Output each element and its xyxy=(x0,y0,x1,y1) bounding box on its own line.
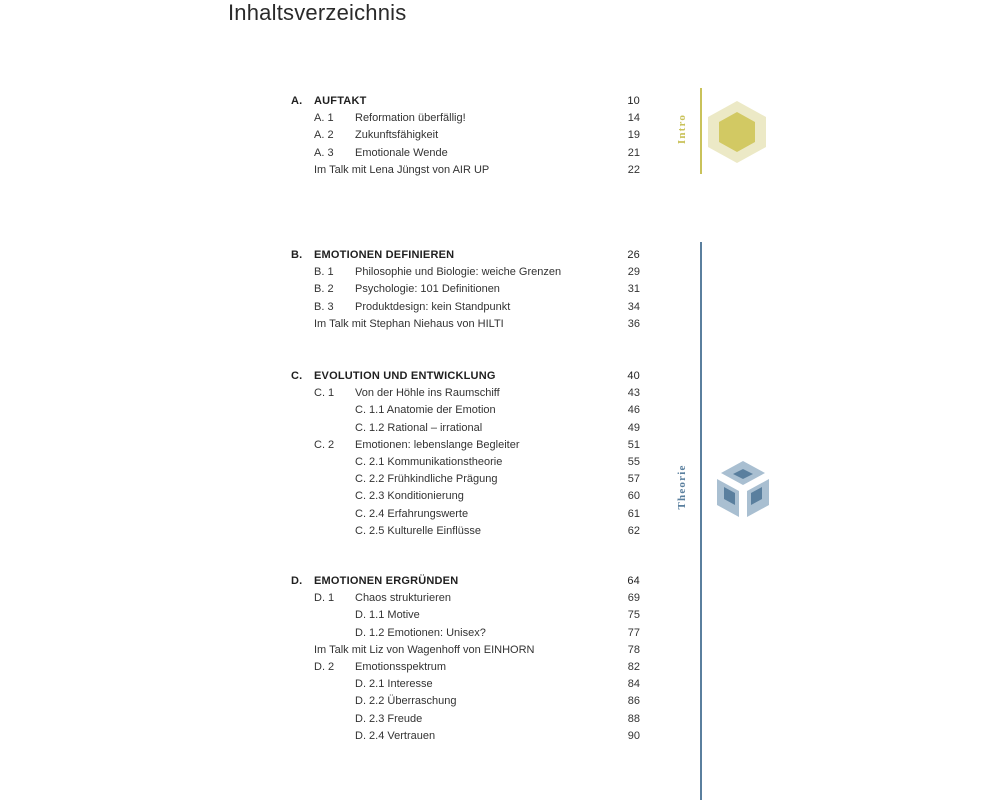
entry-page-number: 61 xyxy=(627,507,640,520)
entry-title: Philosophie und Biologie: weiche Grenzen xyxy=(355,266,562,279)
entry-title: C. 1.2 Rational – irrational xyxy=(355,421,483,434)
intro-tab-label: Intro xyxy=(676,113,688,145)
entry-page-number: 78 xyxy=(627,643,640,656)
entry-title: Emotionsspektrum xyxy=(355,661,447,673)
entry-page-number: 60 xyxy=(627,490,640,503)
entry-title: D. 1.1 Motive xyxy=(355,609,420,622)
entry-title: D. 2.1 Interesse xyxy=(355,678,433,691)
entry-page-number: 21 xyxy=(627,146,640,159)
entry-page-number: 36 xyxy=(627,317,640,330)
entry-label: C. 1 xyxy=(314,387,335,400)
entry-page-number: 86 xyxy=(627,695,640,708)
entry-label: A. 1 xyxy=(314,112,334,125)
entry-title: C. 1.1 Anatomie der Emotion xyxy=(355,404,496,417)
section-page-number: 26 xyxy=(627,249,640,261)
entry-title: D. 2.4 Vertrauen xyxy=(355,729,436,742)
entry-page-number: 82 xyxy=(627,661,640,673)
theorie-divider xyxy=(700,242,702,800)
entry-title: Zukunftsfähigkeit xyxy=(355,129,439,142)
entry-label: A. 2 xyxy=(314,129,334,142)
entry-page-number: 34 xyxy=(627,300,640,313)
section-letter: B. xyxy=(291,249,303,261)
entry-page-number: 57 xyxy=(627,473,640,486)
entry-title: C. 2.5 Kulturelle Einflüsse xyxy=(355,524,481,537)
section-letter: A. xyxy=(291,95,303,107)
entry-title: C. 2.1 Kommunikationstheorie xyxy=(355,456,503,468)
section-letter: D. xyxy=(291,575,303,587)
section-page-number: 64 xyxy=(627,575,640,587)
entry-title: Produktdesign: kein Standpunkt xyxy=(355,300,511,313)
theorie-cube-icon xyxy=(713,459,773,521)
entry-title: D. 2.2 Überraschung xyxy=(355,695,457,708)
entry-page-number: 75 xyxy=(627,609,640,622)
entry-title: C. 2.2 Frühkindliche Prägung xyxy=(355,473,498,486)
entry-title: Im Talk mit Liz von Wagenhoff von EINHORN xyxy=(314,643,535,656)
entry-page-number: 55 xyxy=(627,456,640,468)
entry-page-number: 51 xyxy=(627,438,640,451)
theorie-tab-label: Theorie xyxy=(676,464,688,510)
entry-title: Im Talk mit Lena Jüngst von AIR UP xyxy=(314,163,490,176)
section-title: AUFTAKT xyxy=(314,95,367,107)
entry-page-number: 31 xyxy=(627,283,640,296)
entry-title: D. 1.2 Emotionen: Unisex? xyxy=(355,626,486,639)
entry-label: B. 3 xyxy=(314,300,334,313)
entry-title: Von der Höhle ins Raumschiff xyxy=(355,387,500,400)
entry-page-number: 46 xyxy=(627,404,640,417)
entry-title: C. 2.3 Konditionierung xyxy=(355,490,464,503)
entry-label: B. 1 xyxy=(314,266,334,279)
section-title: EVOLUTION UND ENTWICKLUNG xyxy=(314,370,496,382)
entry-page-number: 22 xyxy=(627,163,640,176)
entry-title: Chaos strukturieren xyxy=(355,592,451,605)
page-title: Inhaltsverzeichnis xyxy=(228,0,407,25)
entry-label: D. 2 xyxy=(314,661,335,673)
entry-title: Reformation überfällig! xyxy=(355,112,466,125)
section-letter: C. xyxy=(291,370,303,382)
entry-page-number: 77 xyxy=(627,626,640,639)
entry-page-number: 84 xyxy=(627,678,640,691)
entry-label: D. 1 xyxy=(314,592,335,605)
entry-page-number: 69 xyxy=(627,592,640,605)
section-title: EMOTIONEN DEFINIEREN xyxy=(314,249,455,261)
entry-label: A. 3 xyxy=(314,146,334,159)
section-page-number: 40 xyxy=(627,370,640,382)
section-title: EMOTIONEN ERGRÜNDEN xyxy=(314,575,459,587)
entry-page-number: 19 xyxy=(627,129,640,142)
entry-page-number: 90 xyxy=(627,729,640,742)
entry-page-number: 49 xyxy=(627,421,640,434)
section-page-number: 10 xyxy=(627,95,640,107)
entry-page-number: 29 xyxy=(627,266,640,279)
entry-title: Emotionale Wende xyxy=(355,146,448,159)
intro-divider xyxy=(700,88,702,174)
entry-label: B. 2 xyxy=(314,283,334,296)
entry-title: Psychologie: 101 Definitionen xyxy=(355,283,500,296)
entry-page-number: 62 xyxy=(627,524,640,537)
entry-title: D. 2.3 Freude xyxy=(355,712,423,725)
entry-page-number: 43 xyxy=(627,387,640,400)
entry-title: Im Talk mit Stephan Niehaus von HILTI xyxy=(314,317,504,330)
intro-hexagon-icon xyxy=(705,99,769,165)
entry-page-number: 14 xyxy=(627,112,640,125)
entry-title: Emotionen: lebenslange Begleiter xyxy=(355,438,520,451)
entry-title: C. 2.4 Erfahrungswerte xyxy=(355,507,469,520)
entry-page-number: 88 xyxy=(627,712,640,725)
entry-label: C. 2 xyxy=(314,438,335,451)
